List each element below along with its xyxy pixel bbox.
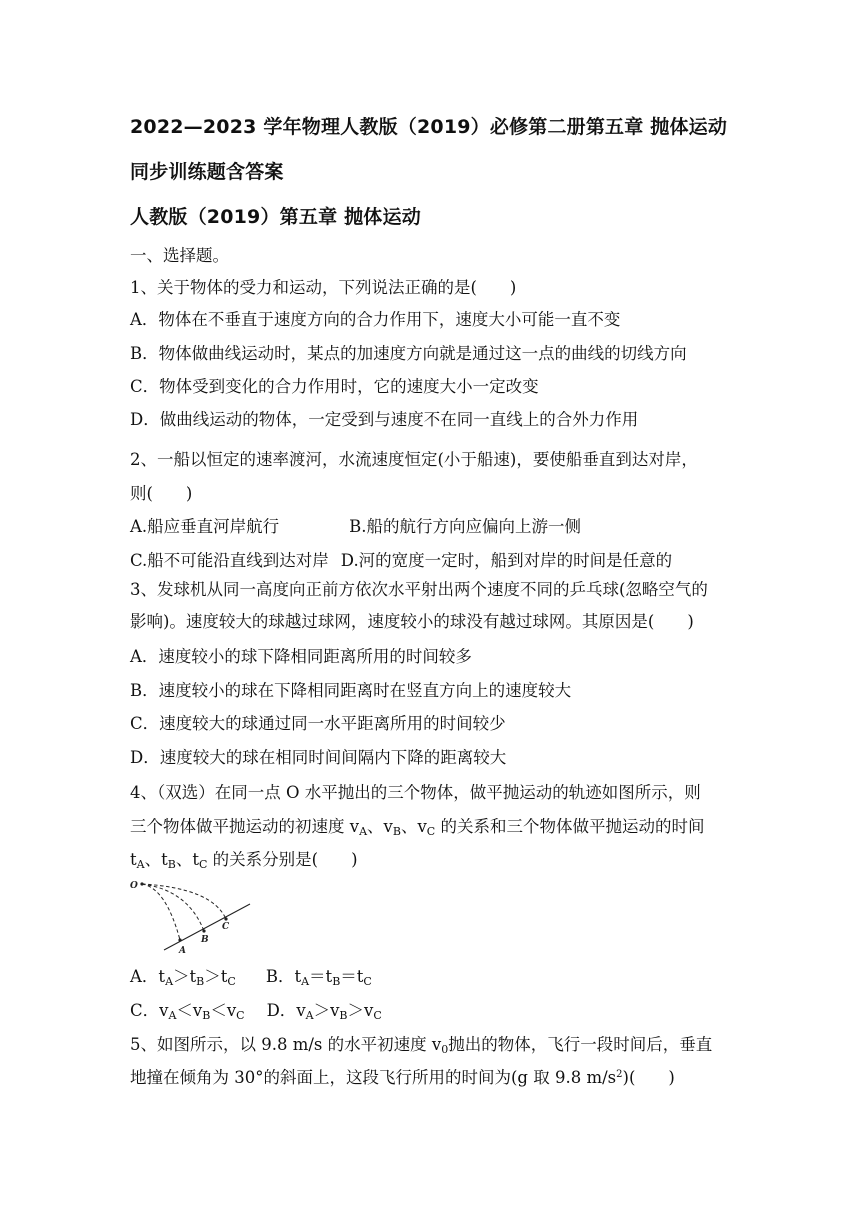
trajectory-c: [142, 884, 226, 919]
question-4-option-a: A．$t_A>t_B>t_C$: [130, 967, 236, 988]
question-1-stem: 1、关于物体的受力和运动，下列说法正确的是( ): [130, 278, 517, 297]
question-3-option-a: A．速度较小的球下降相同距离所用的时间较多: [130, 647, 472, 666]
trajectory-b: [142, 884, 204, 931]
question-1-option-a: A．物体在不垂直于速度方向的合力作用下，速度大小可能一直不变: [130, 310, 621, 329]
label-c: C: [222, 922, 230, 932]
point-a-dot: [178, 938, 181, 941]
document-title-continued: 同步训练题含答案: [130, 161, 284, 183]
point-c-dot: [224, 917, 227, 920]
question-1-option-b: B．物体做曲线运动时，某点的加速度方向就是通过这一点的曲线的切线方向: [130, 344, 687, 363]
question-2-option-b: B.船的航行方向应偏向上游一侧: [349, 517, 582, 536]
chapter-heading: 人教版（2019）第五章 抛体运动: [130, 206, 421, 228]
question-2-stem-continued: 则( ): [130, 484, 193, 503]
question-4-stem-line-3: $t_A$、$t_B$、$t_C$ 的关系分别是( ): [130, 850, 358, 871]
question-4-option-c: C．$v_A<v_B<v_C$: [130, 1001, 245, 1022]
document-title: 2022—2023 学年物理人教版（2019）必修第二册第五章 抛体运动: [130, 116, 728, 138]
label-b: B: [201, 935, 209, 945]
question-3-option-c: C．速度较大的球通过同一水平距离所用的时间较少: [130, 714, 506, 733]
question-2-option-c: C.船不可能沿直线到达对岸: [130, 551, 329, 570]
question-4-stem-continued: 三个物体做平抛运动的初速度 $v_A$、$v_B$、$v_C$ 的关系和三个物体做平抛运动的时间: [130, 817, 705, 838]
question-2-option-a: A.船应垂直河岸航行: [130, 517, 280, 536]
question-3-option-b: B．速度较小的球在下降相同距离时在竖直方向上的速度较大: [130, 681, 572, 700]
question-2-option-d: D.河的宽度一定时，船到对岸的时间是任意的: [340, 551, 673, 570]
label-a: A: [179, 946, 186, 956]
trajectory-a: [142, 884, 180, 940]
question-2-stem: 2、一船以恒定的速率渡河，水流速度恒定(小于船速)，要使船垂直到达对岸，: [130, 450, 698, 469]
section-heading: 一、选择题。: [130, 246, 229, 265]
question-3-option-d: D．速度较大的球在相同时间间隔内下降的距离较大: [130, 748, 507, 767]
question-3-stem: 3、发球机从同一高度向正前方依次水平射出两个速度不同的乒乓球(忽略空气的: [130, 580, 708, 599]
question-4-option-d: D．$v_A>v_B>v_C$: [266, 1001, 382, 1022]
question-1-option-d: D．做曲线运动的物体，一定受到与速度不在同一直线上的合外力作用: [130, 410, 639, 429]
question-4-stem: 4、（双选）在同一点 O 水平抛出的三个物体，做平抛运动的轨迹如图所示，则: [130, 783, 701, 802]
question-5-stem-continued: 地撞在倾角为 30°的斜面上，这段飞行所用的时间为(g 取 9.8 $m/s^2$)( ): [130, 1068, 675, 1087]
question-4-option-b: B．$t_A=t_B=t_C$: [265, 967, 372, 988]
question-2-options-row-2: [130, 550, 672, 572]
question-1-option-c: C．物体受到变化的合力作用时，它的速度大小一定改变: [130, 377, 539, 396]
question-3-stem-continued: 影响)。速度较大的球越过球网，速度较小的球没有越过球网。其原因是( ): [130, 612, 694, 631]
point-b-dot: [202, 929, 205, 932]
question-2-options-row-1: [130, 516, 581, 538]
launch-point-dot: [140, 882, 143, 885]
question-5-stem: 5、如图所示，以 9.8 m/s 的水平初速度 $v_0$抛出的物体，飞行一段时间后，垂直: [130, 1035, 713, 1056]
question-4-options-row-2: [130, 1000, 382, 1022]
label-o: O: [130, 881, 138, 891]
question-4-options-row-1: [130, 966, 372, 988]
projectile-trajectory-figure: [128, 874, 258, 958]
